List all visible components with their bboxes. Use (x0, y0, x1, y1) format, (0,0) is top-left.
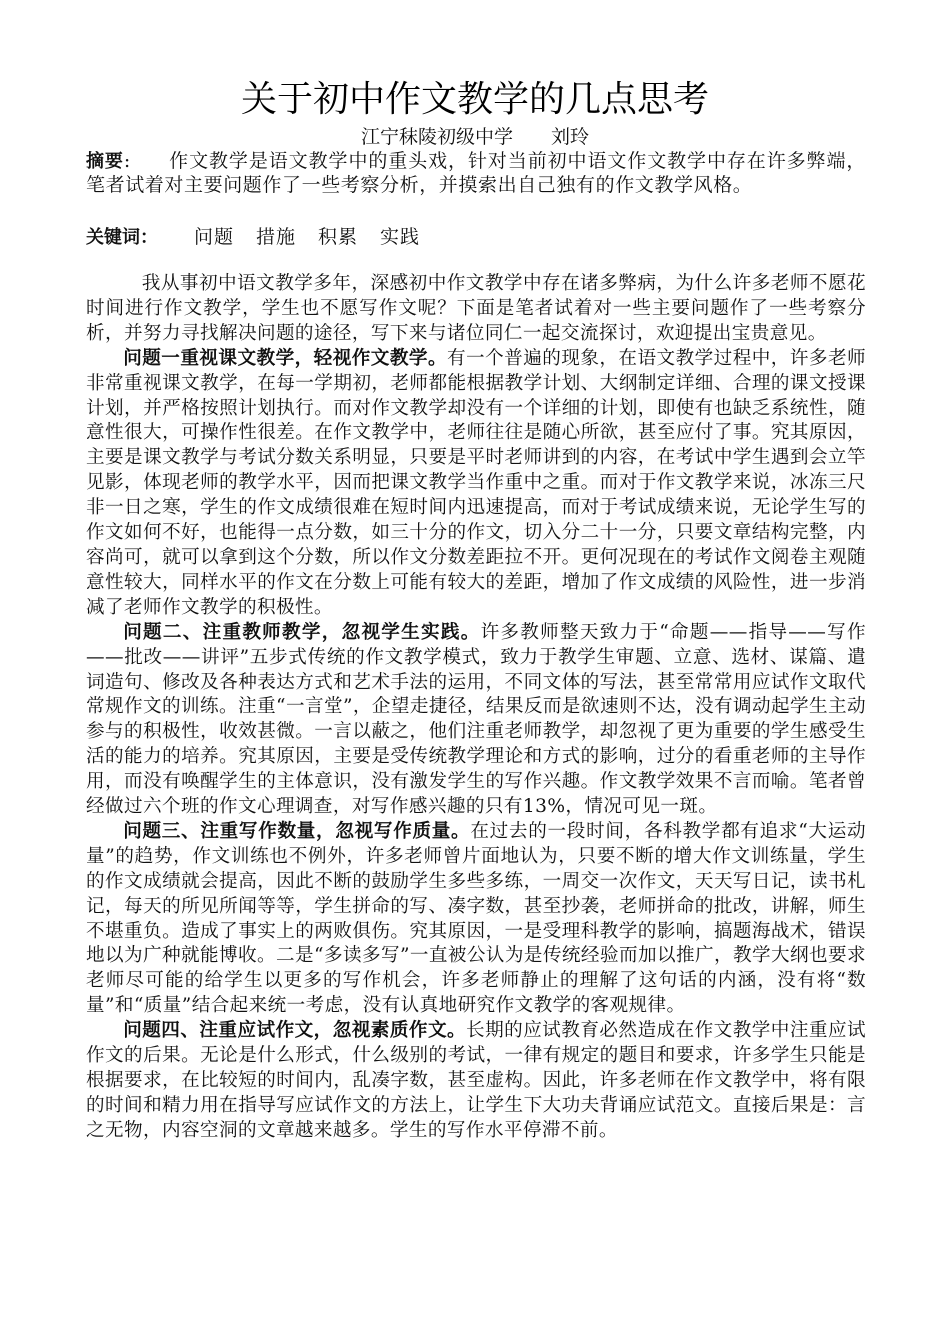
section-paragraph (86, 621, 866, 820)
keyword: 积累 (318, 226, 359, 248)
document-title: 关于初中作文教学的几点思考 (240, 79, 709, 120)
abstract-text: 作文教学是语文教学中的重头戏，针对当前初中语文作文教学中存在许多弊端，笔者试着对主要问题作了一些考察分析，并摸索出自己独有的作文教学风格。 (86, 150, 866, 196)
section-paragraph (86, 1019, 866, 1144)
intro-paragraph: 我从事初中语文教学多年，深感初中作文教学中存在诸多弊病，为什么许多老师不愿花时间进行作文教学，学生也不愿写作文呢？下面是笔者试着对一些主要问题作了一些考察分析，并努力寻找解决问题的途径，写下来与诸位同仁一起交流探讨，欢迎提出宝贵意见。 (86, 273, 866, 344)
keywords-label: 关键词： (86, 227, 158, 248)
school-name: 江宁秣陵初级中学 (360, 126, 513, 148)
section-text: 长期的应试教育必然造成在作文教学中注重应试作文的后果。无论是什么形式，什么级别的考试，一律有规定的题目和要求，许多学生只能是根据要求，在比较短的时间内，乱凑字数，甚至虚构。因此，许多老师在作文教学中，将有限的时间和精力用在指导写应试作文的方法上，让学生下大功夫背诵应试范文。直接后果是：言之无物，内容空洞的文章越来越多。学生的写作水平停滞不前。 (86, 1020, 866, 1141)
author-line (0, 124, 950, 150)
abstract (86, 150, 866, 197)
article-body (86, 272, 866, 1144)
section-text: 许多教师整天致力于“命题——指导——写作——批改——讲评”五步式传统的作文教学模式，致力于教学生审题、立意、选材、谋篇、遣词造句、修改及各种表达方式和艺术手法的运用，不同文体的写法，甚至常常用应试作文取代常规作文的训练。注重“一言堂”，企望走捷径，结果反而是欲速则不达，没有调动起学生主动参与的积极性，收效甚微。一言以蔽之，他们注重老师教学，却忽视了更为重要的学生感受生活的能力的培养。究其原因，主要是受传统教学理论和方式的影响，过分的看重老师的主导作用，而没有唤醒学生的主体意识，没有激发学生的写作兴趣。作文教学效果不言而喻。笔者曾经做过六个班的作文心理调查，对写作感兴趣的只有13%，情况可见一斑。 (86, 621, 866, 818)
author-name: 刘玲 (551, 126, 590, 148)
section-text: 在过去的一段时间，各科教学都有追求“大运动量”的趋势，作文训练也不例外，许多老师曾片面地认为，只要不断的增大作文训练量，学生的作文成绩就会提高，因此不断的鼓励学生多些多练，一周交一次作文，天天写日记，读书札记，每天的所见所闻等等，学生拼命的写、凑字数，甚至抄袭，老师拼命的批改，讲解，师生不堪重负。造成了事实上的两败俱伤。究其原因，一是受理科教学的影响，搞题海战术，错误地以为广种就能博收。二是“多读多写”一直被公认为是传统经验而加以推广，教学大纲也要求老师尽可能的给学生以更多的写作机会，许多老师静止的理解了这句话的内涵，没有将“数量”和“质量”结合起来统一考虑，没有认真地研究作文教学的客观规律。 (86, 820, 866, 1017)
keyword: 实践 (380, 226, 421, 248)
keyword: 措施 (256, 226, 297, 248)
section-paragraph (86, 347, 866, 621)
section-paragraph (86, 820, 866, 1019)
section-heading: 问题三、注重写作数量，忽视写作质量。 (123, 820, 471, 842)
section-heading: 问题四、注重应试作文，忽视素质作文。 (123, 1020, 467, 1042)
abstract-colon: : (123, 150, 131, 172)
keyword: 问题 (194, 226, 235, 248)
abstract-label: 摘要 (86, 151, 124, 172)
section-heading: 问题二、注重教师教学，忽视学生实践。 (123, 621, 481, 643)
section-text: 有一个普遍的现象，在语文教学过程中，许多老师非常重视课文教学，在每一学期初，老师都能根据教学计划、大纲制定详细、合理的课文授课计划，并严格按照计划执行。而对作文教学却没有一个详细的计划，即使有也缺乏系统性，随意性很大，可操作性很差。在作文教学中，老师往往是随心所欲，甚至应付了事。究其原因，主要是课文教学与考试分数关系明显，只要是平时老师讲到的内容，在考试中学生遇到会立竿见影，体现老师的教学水平，因而把课文教学当作重中之重。而对于作文教学来说，冰冻三尺非一日之寒，学生的作文成绩很难在短时间内迅速提高，而对于考试成绩来说，无论学生写的作文如何不好，也能得一点分数，如三十分的作文，切入分二十一分，只要文章结构完整，内容尚可，就可以拿到这个分数，所以作文分数差距拉不开。更何况现在的考试作文阅卷主观随意性较大，同样水平的作文在分数上可能有较大的差距，增加了作文成绩的风险性，进一步消减了老师作文教学的积极性。 (86, 347, 866, 618)
section-heading: 问题一重视课文教学，轻视作文教学。 (123, 347, 447, 369)
keywords (86, 224, 866, 251)
